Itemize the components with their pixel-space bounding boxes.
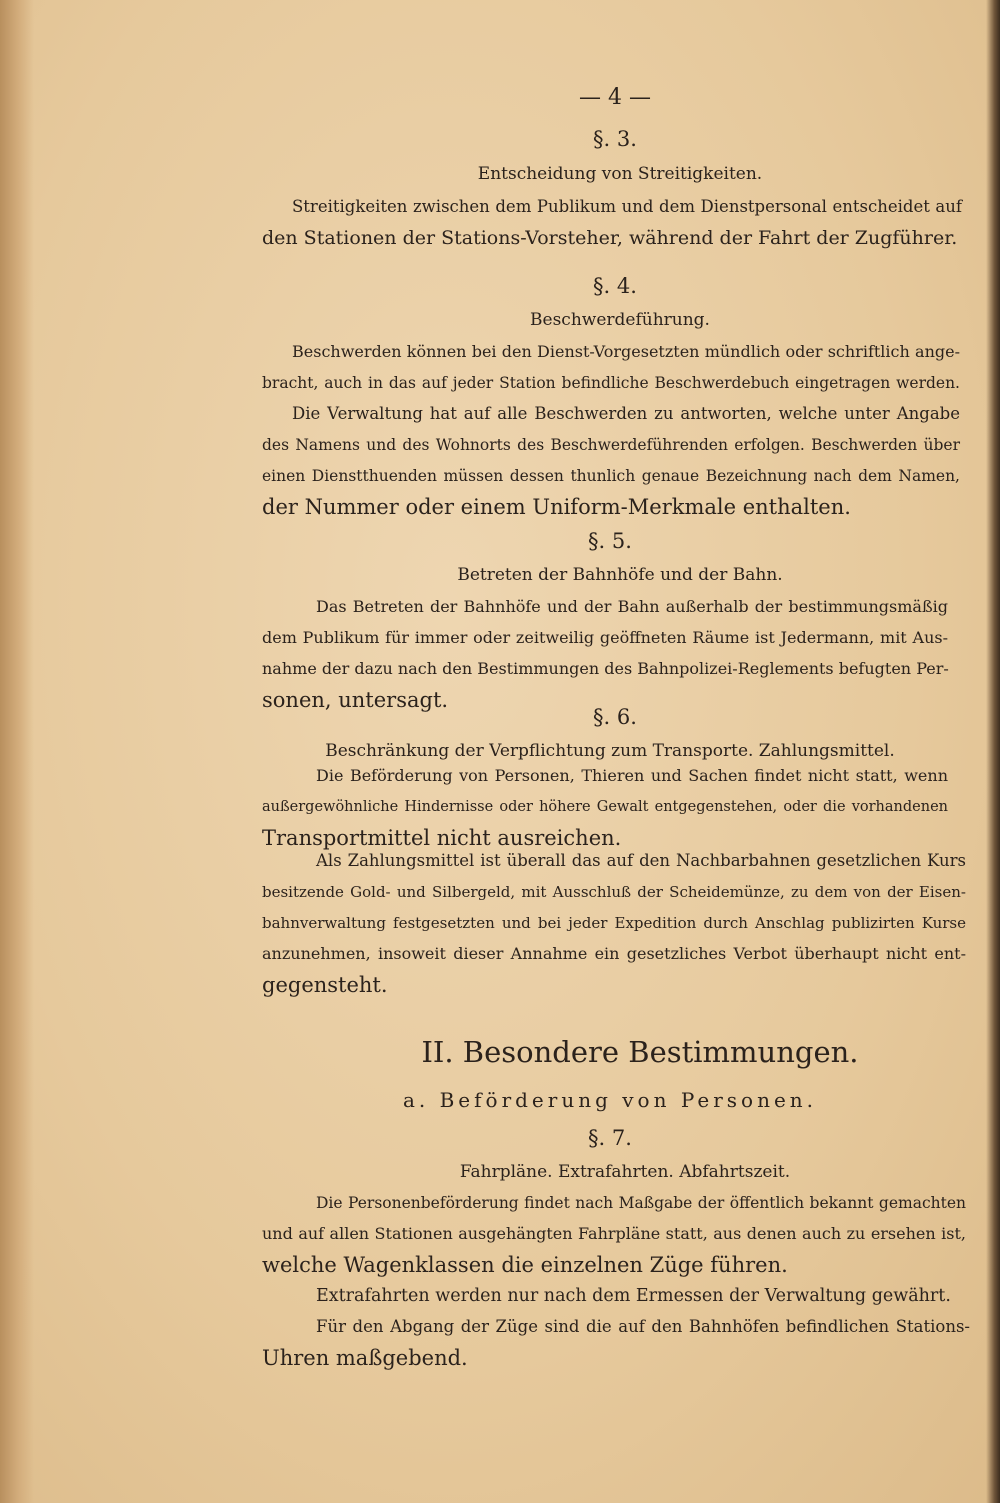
section-6-line-1: Die Beförderung von Personen, Thieren und Sachen findet nicht statt, wenn [316, 766, 948, 785]
section-6-line-5: besitzende Gold- und Silbergeld, mit Ausschluß der Scheidemünze, zu dem von der Eisen- [262, 883, 966, 901]
section-4-line-2: bracht, auch in das auf jeder Station befindliche Beschwerdebuch eingetragen werden. [262, 374, 960, 392]
section-7-line-1: Die Personenbeförderung findet nach Maßgabe der öffentlich bekannt gemachten [316, 1194, 966, 1212]
section-4-line-3: Die Verwaltung hat auf alle Beschwerden zu antworten, welche unter Angabe [292, 404, 960, 423]
section-4-title: §. 4. [593, 274, 637, 298]
section-5-title: §. 5. [588, 529, 632, 553]
section-7-line-4: Extrafahrten werden nur nach dem Ermessen der Verwaltung gewährt. [316, 1286, 951, 1306]
section-4-line-1: Beschwerden können bei den Dienst-Vorgesetzten mündlich oder schriftlich ange- [292, 342, 960, 361]
part-2-subheading: a. Beförderung von Personen. [402, 1088, 818, 1112]
section-7-line-5: Für den Abgang der Züge sind die auf den Bahnhöfen befindlichen Stations- [316, 1317, 970, 1336]
section-7-line-2: und auf allen Stationen ausgehängten Fahrpläne statt, aus denen auch zu ersehen ist, [262, 1224, 966, 1243]
section-4-subtitle: Beschwerdeführung. [530, 310, 710, 330]
section-4-line-6: der Nummer oder einem Uniform-Merkmale enthalten. [262, 495, 851, 519]
section-4-line-5: einen Dienstthuenden müssen dessen thunlich genaue Bezeichnung nach dem Namen, [262, 467, 960, 485]
page-number: — 4 — [579, 85, 651, 110]
section-6-line-7: anzunehmen, insoweit dieser Annahme ein gesetzliches Verbot überhaupt nicht ent- [262, 944, 966, 963]
section-6-subtitle: Beschränkung der Verpflichtung zum Transporte. Zahlungsmittel. [325, 741, 895, 761]
section-7-subtitle: Fahrpläne. Extrafahrten. Abfahrtszeit. [459, 1162, 791, 1182]
section-3-line-2: den Stationen der Stations-Vorsteher, während der Fahrt der Zugführer. [262, 227, 958, 249]
section-5-line-2: dem Publikum für immer oder zeitweilig geöffneten Räume ist Jedermann, mit Aus- [262, 628, 948, 647]
section-6-line-6: bahnverwaltung festgesetzten und bei jeder Expedition durch Anschlag publizirten Kurse [262, 914, 966, 932]
section-5-line-1: Das Betreten der Bahnhöfe und der Bahn außerhalb der bestimmungsmäßig [316, 597, 948, 616]
part-2-title: II. Besondere Bestimmungen. [421, 1035, 859, 1069]
section-6-title: §. 6. [593, 705, 637, 729]
section-7-line-3: welche Wagenklassen die einzelnen Züge führen. [262, 1253, 788, 1277]
section-6-line-4: Als Zahlungsmittel ist überall das auf den Nachbarbahnen gesetzlichen Kurs [316, 851, 966, 870]
section-3-title: §. 3. [593, 127, 637, 151]
page-edge-shadow [986, 0, 1000, 1503]
section-3-line-1: Streitigkeiten zwischen dem Publikum und dem Dienstpersonal entscheidet auf [292, 197, 962, 216]
page-gutter-shadow [0, 0, 34, 1503]
section-5-line-3: nahme der dazu nach den Bestimmungen des Bahnpolizei-Reglements befugten Per- [262, 659, 949, 678]
section-5-line-4: sonen, untersagt. [262, 688, 449, 712]
section-7-title: §. 7. [588, 1126, 632, 1150]
section-6-line-3: Transportmittel nicht ausreichen. [262, 826, 622, 850]
section-7-line-6: Uhren maßgebend. [262, 1346, 468, 1370]
section-6-line-2: außergewöhnliche Hindernisse oder höhere Gewalt entgegenstehen, oder die vorhandenen [262, 799, 948, 815]
section-3-subtitle: Entscheidung von Streitigkeiten. [477, 164, 763, 184]
section-5-subtitle: Betreten der Bahnhöfe und der Bahn. [457, 565, 783, 585]
section-4-line-4: des Namens und des Wohnorts des Beschwerdeführenden erfolgen. Beschwerden über [262, 436, 960, 454]
section-6-line-8: gegensteht. [262, 973, 388, 997]
